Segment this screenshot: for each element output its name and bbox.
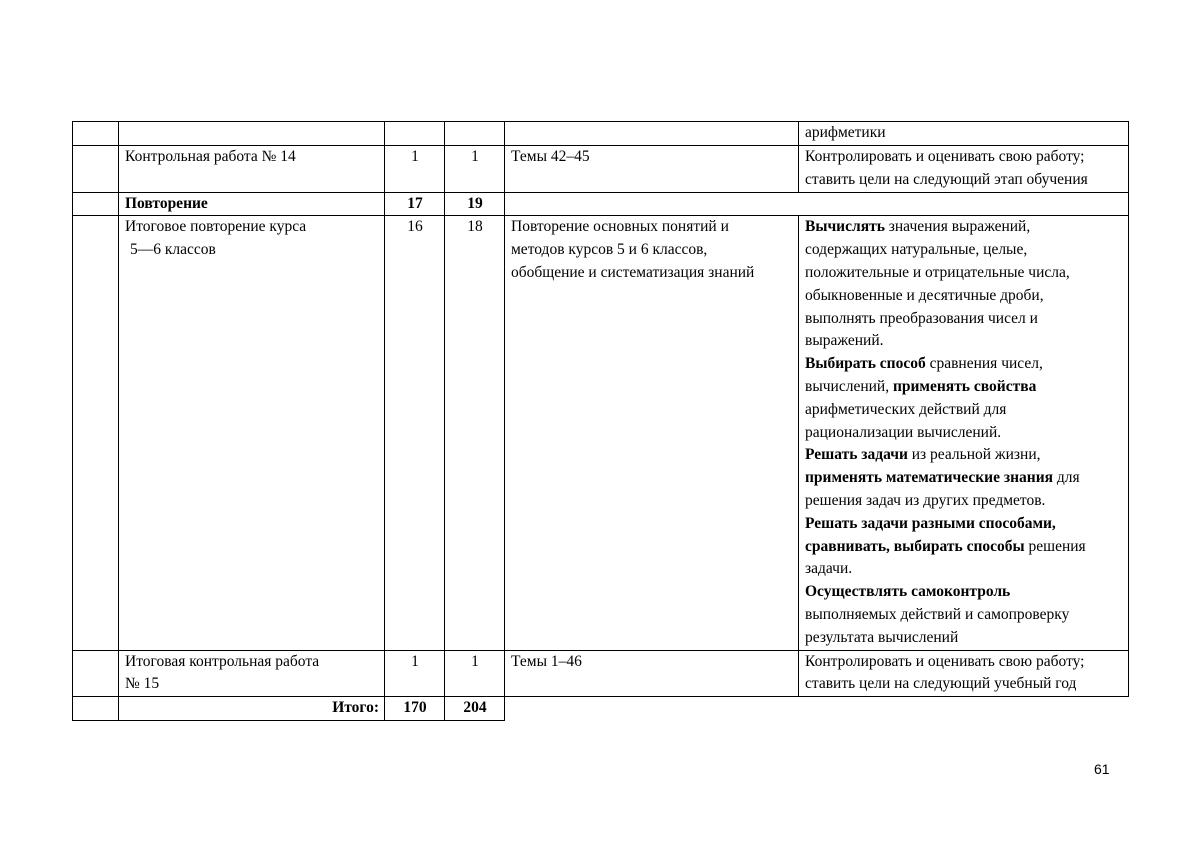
activity-text: значения выражений,: [884, 218, 1031, 236]
activities-line: рационализации вычислений.: [805, 423, 1002, 441]
table-cell-index: [73, 192, 119, 216]
hours-a-value: 16: [407, 218, 423, 236]
table-cell-topic: [119, 650, 385, 697]
table-cell-hours-b: [445, 146, 505, 193]
activity-verb: применять математические знания: [805, 469, 1054, 487]
table-cell-hours-a: [385, 216, 445, 650]
table-cell-index: [73, 216, 119, 650]
activities-line: ставить цели на следующий учебный год: [805, 675, 1077, 693]
activities-line: [805, 376, 1123, 399]
activities-line: [805, 353, 1123, 376]
curriculum-table: [72, 121, 1129, 721]
table-cell-hours-a: [385, 146, 445, 193]
activities-line: [805, 536, 1123, 559]
content-text: Темы 1–46: [511, 652, 582, 670]
page-number: 61: [1094, 761, 1110, 777]
table-row-final-test: [73, 650, 1129, 697]
hours-a-value: 17: [407, 194, 423, 212]
activity-verb: Решать задачи: [805, 446, 908, 464]
activities-line: выполняемых действий и самопроверку: [805, 605, 1070, 623]
table-cell-index: [73, 697, 119, 721]
activities-line: выполнять преобразования чисел и: [805, 309, 1038, 327]
table-cell-topic: [119, 146, 385, 193]
activities-line: результата вычислений: [805, 628, 959, 646]
table-cell-hours-a: [385, 650, 445, 697]
activities-line: положительные и отрицательные числа,: [805, 263, 1070, 281]
table-cell-hours-a: [385, 122, 445, 146]
activities-line: выражений.: [805, 332, 884, 350]
activity-verb: сравнивать, выбирать способы: [805, 537, 1025, 555]
topic-title: Контрольная работа № 14: [125, 148, 296, 165]
activity-verb: применять свойства: [892, 377, 1037, 395]
content-text: Темы 42–45: [511, 148, 590, 165]
table-cell-hours-a: [385, 697, 445, 721]
section-title: Повторение: [125, 194, 208, 212]
table-row-test-14: [73, 146, 1129, 193]
table-cell-topic: [119, 216, 385, 650]
hours-a-value: 1: [411, 652, 419, 670]
table-cell-hours-b: [445, 650, 505, 697]
table-cell-activities: [799, 122, 1129, 146]
table-cell-activities: [799, 146, 1129, 193]
activities-line: [805, 216, 1123, 239]
hours-b-value: 18: [467, 218, 483, 236]
table-cell-index: [73, 146, 119, 193]
table-cell-activities: [799, 650, 1129, 697]
table-cell-section-span: [505, 192, 1129, 216]
topic-title-line: Итоговая контрольная работа: [125, 652, 320, 670]
activities-line: задачи.: [805, 560, 853, 578]
activities-text: арифметики: [805, 124, 886, 141]
activities-line: арифметических действий для: [805, 400, 1007, 418]
table-cell-total-label: [119, 697, 385, 721]
table-cell-hours-b: [445, 192, 505, 216]
table-row-final-review: [73, 216, 1129, 650]
table-cell-hours-b: [445, 122, 505, 146]
table-row-section-review: [73, 192, 1129, 216]
table-cell-content: [505, 122, 799, 146]
activity-verb: Выбирать способ: [805, 355, 926, 373]
activity-text: вычислений,: [805, 377, 893, 395]
activity-text: сравнения чисел,: [925, 355, 1043, 373]
activities-line: решения задач из других предметов.: [805, 491, 1046, 509]
content-line: Повторение основных понятий и: [511, 218, 729, 236]
table-cell-index: [73, 650, 119, 697]
table-cell-topic: [119, 122, 385, 146]
activity-text: для: [1053, 469, 1080, 487]
table-row-total: [73, 697, 1129, 721]
total-label: Итого:: [332, 699, 379, 717]
table-cell-hours-b: [445, 697, 505, 721]
table-cell-hours-a: [385, 192, 445, 216]
activities-line: Контролировать и оценивать свою работу;: [805, 652, 1085, 670]
activities-line: [805, 467, 1123, 490]
activities-line: содержащих натуральные, целые,: [805, 241, 1028, 259]
activities-line: обыкновенные и десятичные дроби,: [805, 286, 1044, 304]
table-cell-content: [505, 650, 799, 697]
table-cell-index: [73, 122, 119, 146]
table-cell-empty: [505, 697, 1129, 721]
activities-line: ставить цели на следующий этап обучения: [805, 170, 1088, 188]
topic-title-line: 5—6 классов: [130, 241, 216, 259]
activities-line: Осуществлять самоконтроль: [805, 583, 1011, 601]
hours-a-value: 1: [411, 148, 419, 165]
content-line: обобщение и систематизация знаний: [511, 263, 755, 281]
hours-b-value: 1: [471, 148, 479, 165]
table-cell-content: [505, 146, 799, 193]
topic-title-line: № 15: [125, 675, 160, 693]
table-row-continuation: [73, 122, 1129, 146]
total-hours-a: 170: [403, 699, 427, 717]
table-cell-content: [505, 216, 799, 650]
table-cell-hours-b: [445, 216, 505, 650]
table-cell-topic: [119, 192, 385, 216]
activity-text: из реальной жизни,: [907, 446, 1041, 464]
activities-line: [805, 444, 1123, 467]
activity-verb: Вычислять: [805, 218, 885, 236]
total-hours-b: 204: [463, 699, 487, 717]
activities-line: Контролировать и оценивать свою работу;: [805, 148, 1085, 165]
table-cell-activities: [799, 216, 1129, 650]
activities-line: Решать задачи разными способами,: [805, 514, 1056, 532]
activity-text: решения: [1024, 537, 1086, 555]
content-line: методов курсов 5 и 6 классов,: [511, 241, 708, 259]
hours-b-value: 1: [471, 652, 479, 670]
hours-b-value: 19: [467, 194, 483, 212]
topic-title-line: Итоговое повторение курса: [125, 218, 307, 236]
